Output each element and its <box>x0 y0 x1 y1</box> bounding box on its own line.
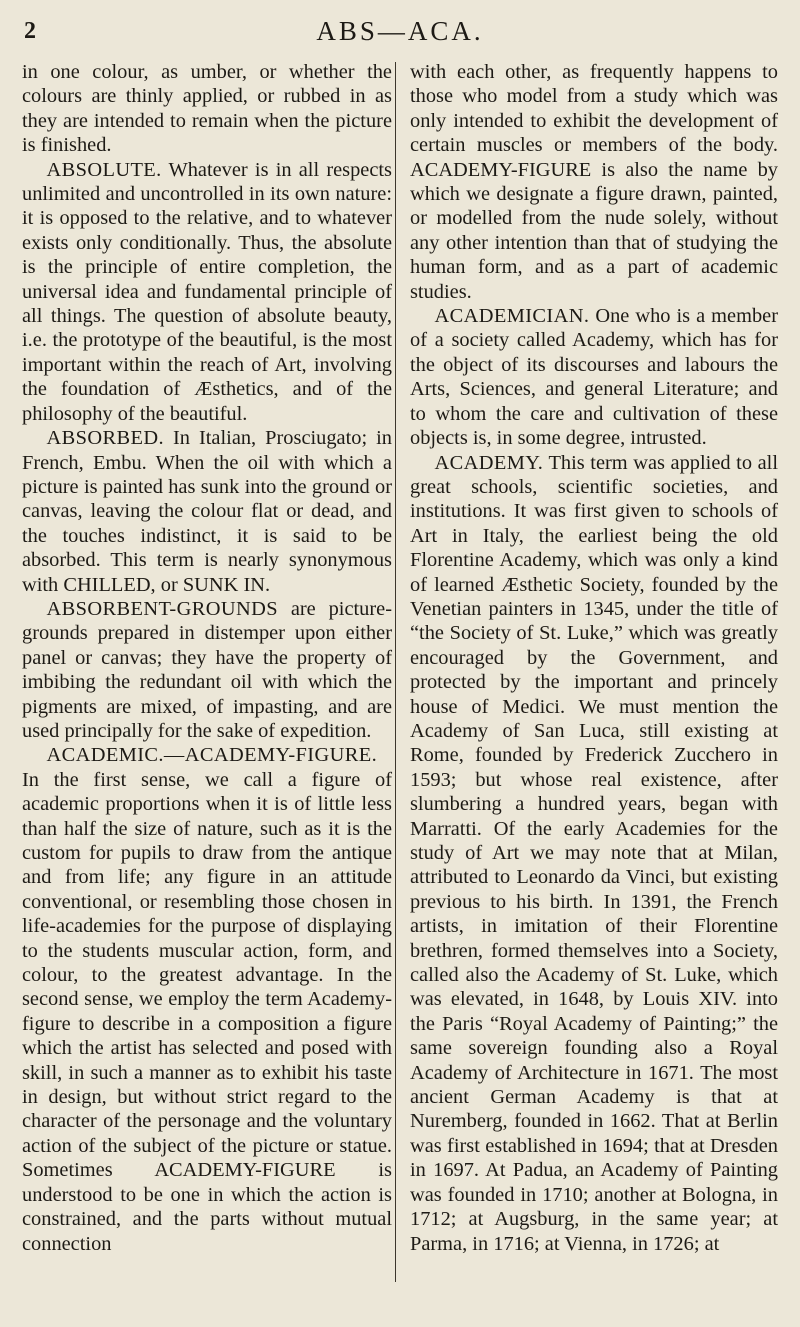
definition: Whatever is in all respects unlimited and uncontrolled in its own nature: it is opposed to the relative, and to whatever exists only conditionally. Thus, the absolute is the principle of entire completion, the universal idea and fundamental principle of all things. The question of absolute beauty, i.e. the prototype of the beautiful, is the most important within the reach of Art, involving the foundation of Æsthetics, and of the philosophy of the beautiful. <box>22 158 392 425</box>
headword: ABSORBED. <box>46 427 164 450</box>
entry-academic <box>22 743 392 1256</box>
definition: This term was applied to all great schools, scientific societies, and institutions. It was first given to schools of Art in Italy, the earliest being the old Florentine Academy, which was only a kind of learned Æsthetic Society, founded by the Venetian painters in 1345, under the title of “the Society of St. Luke,” which was greatly encouraged by the Government, and protected by the important and princely house of Medici. We must mention the Academy of San Luca, still existing at Rome, founded by Frederick Zucchero in 1593; but whose real existence, after slumbering a hundred years, began with Marratti. Of the early Academies for the study of Art we may note that at Milan, attributed to Leonardo da Vinci, but existing previous to his birth. In 1391, the French artists, in imitation of their Florentine brethren, formed themselves into a Society, called also the Academy of St. Luke, which was elevated, in 1648, by Louis XIV. into the Paris “Royal Academy of Painting;” the same sovereign founding also a Royal Academy of Architecture in 1671. The most ancient German Academy is that at Nuremberg, founded in 1662. That at Berlin was first established in 1694; that at Dresden in 1697. At Padua, an Academy of Painting was founded in 1710; another at Bologna, in 1712; at Augsburg, in the same year; at Parma, in 1716; at Vienna, in 1726; at <box>410 451 778 1255</box>
page-number: 2 <box>24 18 36 44</box>
definition: are picture-grounds prepared in distemper upon either panel or canvas; they have the property of imbibing the redundant oil with which the pigments are mixed, of impasting, and are used principally for the sake of expedition. <box>22 597 392 742</box>
entry-absorbed <box>22 426 392 597</box>
page-header <box>0 12 800 48</box>
definition: In the first sense, we call a figure of academic proportions when it is of little less than half the size of nature, such as it is the custom for pupils to draw from the antique and from life; any figure in an attitude conventional, or resembling those chosen in life-academies for the purpose of displaying to the students muscular action, form, and colour, to the greatest advantage. In the second sense, we employ the term Academy-figure to describe in a composition a figure which the artist has selected and posed with skill, in such a manner as to exhibit his taste in design, but without strict regard to the character of the personage and the voluntary action of the subject of the picture or statue. Sometimes ACADEMY-FIGURE is understood to be one in which the action is constrained, and the parts without mutual connection <box>22 768 392 1255</box>
entry-absolute <box>22 158 392 426</box>
headword: ABSOLUTE. <box>46 158 162 181</box>
headword: ACADEMY. <box>434 451 544 474</box>
definition: One who is a member of a society called Academy, which has for the object of its discourses and labours the Arts, Sciences, and general Literature; and to whom the care and cultivation of these objects is, in some degree, intrusted. <box>410 305 778 450</box>
headword: ABSORBENT-GROUNDS <box>46 597 278 620</box>
running-head: ABS—ACA. <box>316 16 484 46</box>
column-divider <box>395 62 396 1282</box>
entry-academy <box>410 451 778 1256</box>
definition: In Italian, Prosciugato; in French, Embu. When the oil with which a picture is painted has sunk into the ground or canvas, leaving the colour flat or dead, and the touches indistinct, it is said to be absorbed. This term is nearly synonymous with CHILLED, or SUNK IN. <box>22 427 392 596</box>
headword: ACADEMICIAN. <box>434 305 590 328</box>
entry-academician <box>410 304 778 450</box>
left-column <box>22 60 392 1256</box>
headword: ACADEMIC.—ACADEMY-FIGURE. <box>46 744 378 767</box>
paragraph: in one colour, as umber, or whether the colours are thinly applied, or rubbed in as they are intended to remain when the picture is finished. <box>22 61 392 157</box>
paragraph: with each other, as frequently happens to those who model from a study which was only intended to exhibit the development of certain muscles or members of the body. ACADEMY-FIGURE is also the name by which we designate a figure drawn, painted, or modelled from the nude solely, without any other intention than that of studying the human form, and as a part of academic studies. <box>410 61 778 303</box>
right-column <box>410 60 778 1256</box>
entry-absorbent-grounds <box>22 597 392 743</box>
